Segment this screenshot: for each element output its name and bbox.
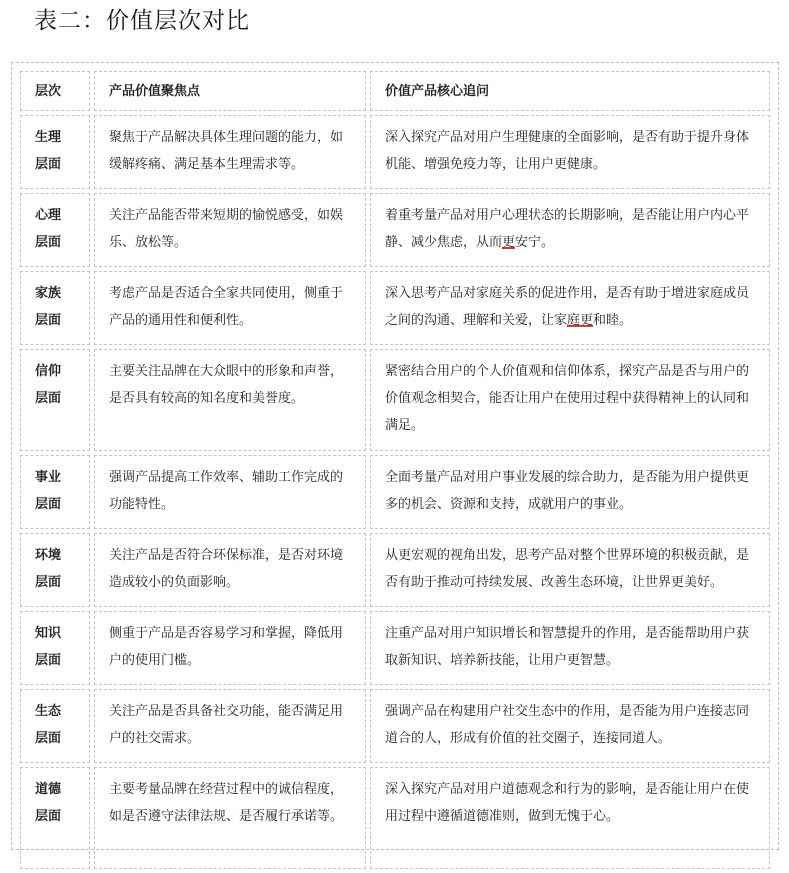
pursuit-cell: 注重产品对用户知识增长和智慧提升的作用，是否能帮助用户获取新知识、培养新技能，让用户更智慧。 (370, 611, 770, 685)
level-cell (20, 349, 90, 451)
table-header-row (20, 71, 770, 111)
table-row (20, 193, 770, 267)
level-suffix: 层面 (35, 313, 62, 328)
level-name: 道德 (35, 782, 62, 797)
focus-cell: 关注产品能否带来短期的愉悦感受，如娱乐、放松等。 (94, 193, 366, 267)
level-cell (20, 611, 90, 685)
level-cell (20, 271, 90, 345)
level-suffix: 层面 (35, 575, 62, 590)
table-row (20, 349, 770, 451)
level-name: 生理 (35, 130, 62, 145)
header-pursuit: 价值产品核心追问 (370, 71, 770, 111)
level-cell (20, 455, 90, 529)
level-suffix: 层面 (35, 731, 62, 746)
pursuit-cell: 深入探究产品对用户道德观念和行为的影响，是否能让用户在使用过程中遵循道德准则，做到无愧于心。 (370, 767, 770, 869)
focus-cell: 考虑产品是否适合全家共同使用，侧重于产品的通用性和便利性。 (94, 271, 366, 345)
header-level: 层次 (20, 71, 90, 111)
pursuit-cell (370, 193, 770, 267)
table-row (20, 455, 770, 529)
pursuit-text-end: 和睦。 (593, 313, 633, 328)
pursuit-text: 着重考量产品对用户心理状态的长期影响，是否能让用户内心平静、减少焦虑，从而 (385, 208, 750, 250)
level-name: 生态 (35, 704, 62, 719)
level-suffix: 层面 (35, 235, 62, 250)
level-name: 家族 (35, 286, 62, 301)
focus-cell: 主要考量品牌在经营过程中的诚信程度，如是否遵守法律法规、是否履行承诺等。 (94, 767, 366, 869)
pursuit-cell: 深入探究产品对用户生理健康的全面影响，是否有助于提升身体机能、增强免疫力等，让用户更健康。 (370, 115, 770, 189)
table-row (20, 689, 770, 763)
pursuit-cell: 强调产品在构建用户社交生态中的作用，是否能为用户连接志同道合的人，形成有价值的社交圈子，连接同道人。 (370, 689, 770, 763)
table-row (20, 767, 770, 869)
value-level-comparison-table (16, 67, 774, 873)
level-suffix: 层面 (35, 497, 62, 512)
spellcheck-marked-text: 更 (502, 235, 516, 250)
table-row (20, 611, 770, 685)
pursuit-text-end: 安宁。 (515, 235, 555, 250)
focus-cell: 聚焦于产品解决具体生理问题的能力，如缓解疼痛、满足基本生理需求等。 (94, 115, 366, 189)
table-row (20, 115, 770, 189)
level-cell (20, 193, 90, 267)
level-cell (20, 533, 90, 607)
table-row (20, 533, 770, 607)
pursuit-text: 深入思考产品对家庭关系的促进作用，是否有助于增进家庭成员之间的沟通、理解和关爱，让家 (385, 286, 750, 328)
comparison-table-container (11, 62, 779, 850)
focus-cell: 关注产品是否具备社交功能，能否满足用户的社交需求。 (94, 689, 366, 763)
focus-cell: 侧重于产品是否容易学习和掌握，降低用户的使用门槛。 (94, 611, 366, 685)
spellcheck-marked-text: 庭更 (567, 313, 594, 328)
focus-cell: 关注产品是否符合环保标准，是否对环境造成较小的负面影响。 (94, 533, 366, 607)
level-suffix: 层面 (35, 391, 62, 406)
level-suffix: 层面 (35, 809, 62, 824)
table-row (20, 271, 770, 345)
level-name: 心理 (35, 208, 62, 223)
focus-cell: 强调产品提高工作效率、辅助工作完成的功能特性。 (94, 455, 366, 529)
level-name: 信仰 (35, 364, 62, 379)
level-name: 事业 (35, 470, 62, 485)
level-cell (20, 689, 90, 763)
pursuit-cell: 全面考量产品对用户事业发展的综合助力，是否能为用户提供更多的机会、资源和支持，成就用户的事业。 (370, 455, 770, 529)
header-focus: 产品价值聚焦点 (94, 71, 366, 111)
level-suffix: 层面 (35, 157, 62, 172)
focus-cell: 主要关注品牌在大众眼中的形象和声誉，是否具有较高的知名度和美誉度。 (94, 349, 366, 451)
document-title: 表二：价值层次对比 (34, 8, 250, 34)
level-cell (20, 767, 90, 869)
level-name: 知识 (35, 626, 62, 641)
pursuit-cell (370, 271, 770, 345)
pursuit-cell: 从更宏观的视角出发，思考产品对整个世界环境的积极贡献，是否有助于推动可持续发展、改善生态环境，让世界更美好。 (370, 533, 770, 607)
level-cell (20, 115, 90, 189)
level-suffix: 层面 (35, 653, 62, 668)
level-name: 环境 (35, 548, 62, 563)
pursuit-cell: 紧密结合用户的个人价值观和信仰体系，探究产品是否与用户的价值观念相契合，能否让用户在使用过程中获得精神上的认同和满足。 (370, 349, 770, 451)
